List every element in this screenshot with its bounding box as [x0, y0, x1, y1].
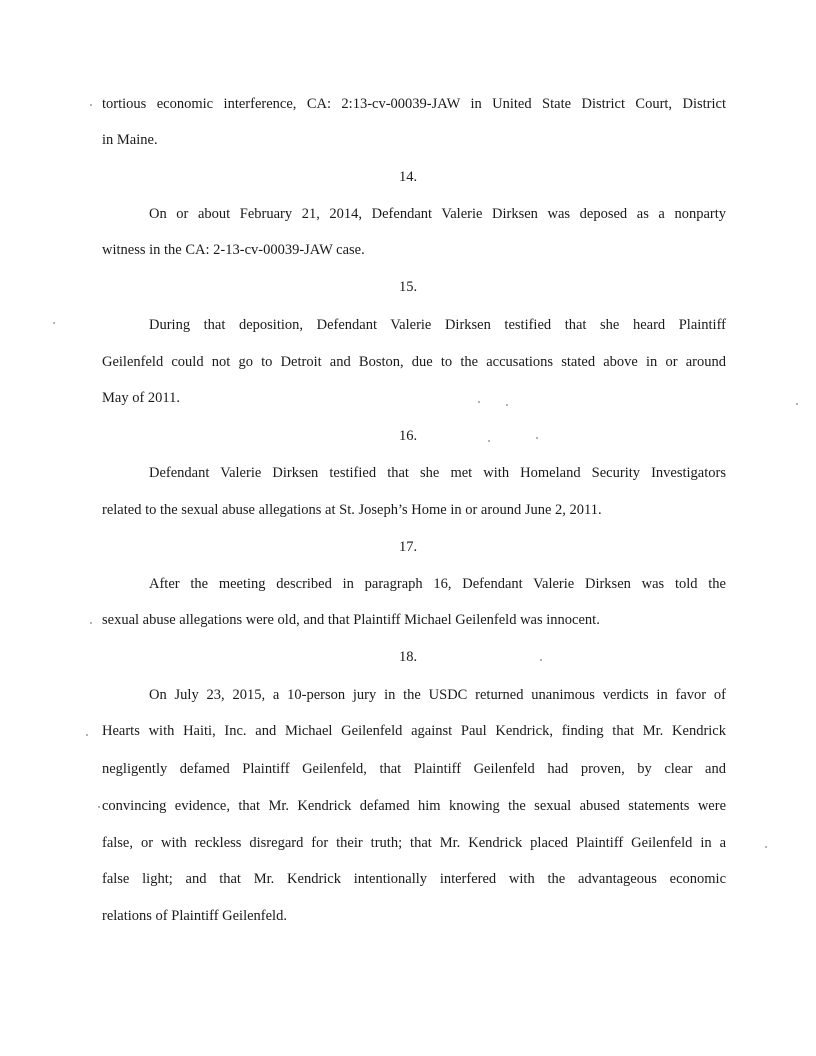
scan-speck	[506, 404, 508, 406]
text-line: May of 2011.	[102, 390, 180, 406]
text-line: Defendant Valerie Dirksen testified that she met with Homeland Security Investigators	[149, 465, 726, 481]
text-line: related to the sexual abuse allegations at St. Joseph’s Home in or around June 2, 2011.	[102, 502, 602, 518]
scan-speck	[536, 437, 538, 439]
scan-speck	[765, 846, 767, 848]
scan-speck	[540, 659, 542, 661]
text-line: relations of Plaintiff Geilenfeld.	[102, 908, 287, 924]
scan-speck	[90, 622, 92, 624]
text-line: On or about February 21, 2014, Defendant Valerie Dirksen was deposed as a nonparty	[149, 206, 726, 222]
text-line: After the meeting described in paragraph 16, Defendant Valerie Dirksen was told the	[149, 576, 726, 592]
text-line: During that deposition, Defendant Valerie Dirksen testified that she heard Plaintiff	[149, 317, 726, 333]
text-line: negligently defamed Plaintiff Geilenfeld, that Plaintiff Geilenfeld had proven, by clear and	[102, 761, 726, 777]
text-line: witness in the CA: 2-13-cv-00039-JAW case.	[102, 242, 365, 258]
scan-speck	[98, 806, 100, 808]
text-line: sexual abuse allegations were old, and that Plaintiff Michael Geilenfeld was innocent.	[102, 612, 600, 628]
scan-speck	[478, 401, 480, 403]
scan-speck	[90, 104, 92, 106]
text-line: false, or with reckless disregard for their truth; that Mr. Kendrick placed Plaintiff Geilenfeld in a	[102, 835, 726, 851]
paragraph-number: 14.	[398, 169, 418, 185]
text-line: On July 23, 2015, a 10-person jury in the USDC returned unanimous verdicts in favor of	[149, 687, 726, 703]
paragraph-number: 17.	[398, 539, 418, 555]
text-line: in Maine.	[102, 132, 158, 148]
text-line: Geilenfeld could not go to Detroit and Boston, due to the accusations stated above in or around	[102, 354, 726, 370]
text-line: false light; and that Mr. Kendrick intentionally interfered with the advantageous economic	[102, 871, 726, 887]
scan-speck	[488, 440, 490, 442]
scan-speck	[86, 734, 88, 736]
text-line: Hearts with Haiti, Inc. and Michael Geilenfeld against Paul Kendrick, finding that Mr. Kendrick	[102, 723, 726, 739]
scan-speck	[796, 403, 798, 405]
text-line: convincing evidence, that Mr. Kendrick defamed him knowing the sexual abused statements were	[102, 798, 726, 814]
scan-speck	[53, 322, 55, 324]
paragraph-number: 18.	[398, 649, 418, 665]
paragraph-number: 16.	[398, 428, 418, 444]
text-line: tortious economic interference, CA: 2:13-cv-00039-JAW in United State District Court, District	[102, 96, 726, 112]
paragraph-number: 15.	[398, 279, 418, 295]
